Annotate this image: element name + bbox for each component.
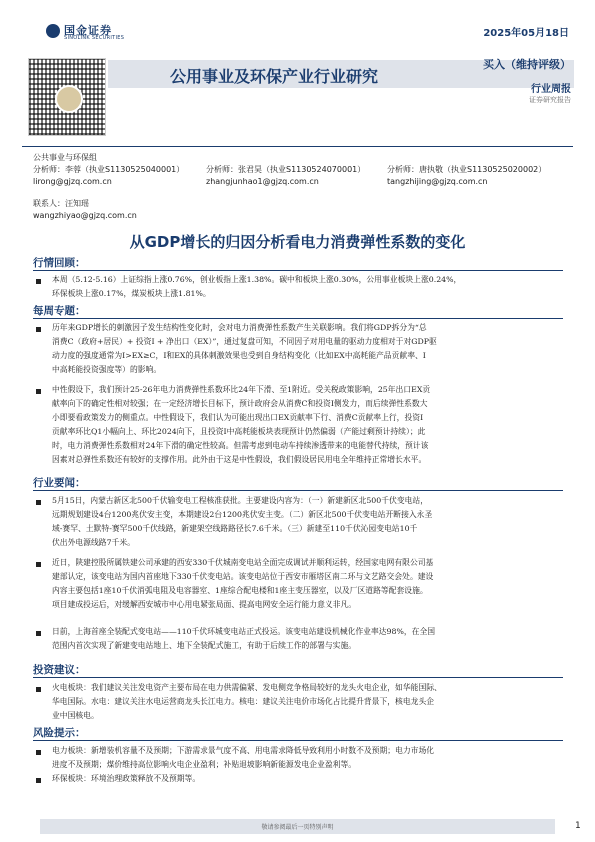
qr-center-logo-icon	[55, 85, 83, 113]
section-divider	[33, 318, 563, 319]
advice-paragraph: 火电板块：我们建议关注发电资产主要布局在电力供需偏紧、发电侧竞争格局较好的龙头火电企业，如华能国际、 华电国际。水电：建议关注水电运营商龙头长江电力。核电：建议关注电价市场化占比提升背景下，核电龙头企 业中国核电。	[52, 683, 442, 720]
bullet-icon	[36, 778, 41, 783]
news-paragraph-2: 近日，陕建控股所属铁建公司承建的西安330千伏城南变电站全面完成调试并顺利运转，经国家电网有限公司基 建部认定，该变电站为国内首座地下330千伏变电站。该变电站位于西安市雁塔区南二环与文艺路交会处。建设 内容主要包括1座10千伏消弧电阻及电容器室、1座综合配电楼和1座主变压器室，以及厂区道路等配套设施。 项目建成投运后，对缓解西安城市中心用电紧张局面、提高电网安全运行能力意义非凡。	[52, 558, 434, 609]
section-divider	[33, 740, 563, 741]
company-name: 国金证券	[64, 24, 112, 37]
risk-paragraph-2: 环保板块：环境治理政策释放不及预期等。	[52, 774, 201, 783]
section-title-topic: 每周专题：	[33, 305, 86, 317]
analyst-1-email[interactable]: lirong@gjzq.com.cn	[33, 177, 112, 186]
bullet-icon	[36, 279, 41, 284]
section-divider	[33, 270, 563, 271]
bullet-icon	[36, 631, 41, 636]
section-divider	[33, 490, 563, 491]
contact-email[interactable]: wangzhiyao@gjzq.com.cn	[33, 211, 137, 220]
section-divider	[33, 677, 563, 678]
section-title-risk: 风险提示：	[33, 727, 86, 739]
news-paragraph-3: 日前，上海首座全装配式变电站——110千伏环城变电站正式投运。该变电站建设机械化作业率达98%，在全国 范围内首次实现了新建变电站地上、地下全装配式施工，有助于后续工作的部署与实施。	[52, 627, 436, 650]
risk-paragraph-1: 电力板块：新增装机容量不及预期；下游需求景气度不高、用电需求降低导致利用小时数不及预期；电力市场化 进度不及预期；煤价维持高位影响火电企业盈利；补贴退坡影响新能源发电企业盈利等。	[52, 746, 435, 769]
section-title-advice: 投资建议：	[33, 664, 86, 676]
report-title: 公用事业及环保产业行业研究	[170, 67, 379, 86]
topic-paragraph-2: 中性假设下，我们预计25-26年电力消费弹性系数环比24年下滑、至1附近。受关税政策影响，25年出口EX贡 献率向下的确定性相对较强；在一定经济增长目标下，预计政府会从消费C和投资I侧发力，而后续弹性系数大 小即要看政策发力的侧重点。中性假设下，我们认为可能出现出口EX贡献率下行、消费C贡献率上行，投资I 贡献率环比Q1小幅向上、环比2024向下，且投资I中高耗能板块表现预计仍然偏弱（产能过剩预计持续）；此 时，电力消费弹性系数相对24年下滑的确定性较高。但需考虑到电动车持续渗透带来的电能替代持续，预计该 因素对总弹性系数还有较好的支撑作用。此外由于这是中性假设，我们假设居民用电全年维持正常增长水平。	[52, 385, 431, 464]
analyst-2: 分析师：张君昊（执业S1130524070001）	[206, 165, 366, 174]
report-date: 2025年05月18日	[483, 28, 569, 39]
report-category: 证券研究报告	[529, 96, 571, 104]
report-headline: 从GDP增长的归因分析看电力消费弹性系数的变化	[129, 233, 466, 251]
review-paragraph: 本周（5.12-5.16）上证综指上涨0.76%，创业板指上涨1.38%。碳中和板块上涨0.30%，公用事业板块上涨0.24%， 环保板块上涨0.17%，煤炭板块上涨1.81%。	[52, 275, 462, 298]
section-title-review: 行情回顾：	[33, 257, 86, 269]
company-name-en: SINOLINK SECURITIES	[64, 35, 125, 41]
bullet-icon	[36, 750, 41, 755]
analyst-3: 分析师：唐执敬（执业S1130525020002）	[387, 165, 547, 174]
report-type: 行业周报	[531, 84, 571, 95]
contact-person: 联系人：汪知瑶	[33, 199, 89, 208]
rating-badge: 买入（维持评级）	[483, 58, 571, 71]
topic-paragraph-1: 历年来GDP增长的刺激因子发生结构性变化时，会对电力消费弹性系数产生关联影响。我们将GDP拆分为“总 消费C（政府+居民）+ 投资I + 净出口（EX）”，通过复盘可知，不同因子对用电量的驱动力度相对于对GDP驱 动力度的强度通常为I>EX≥C，I和EX的具体刺激效果也受到自身结构变化（比如EX中高耗能产品贡献率、I 中高耗能投资强度等）的影响。	[52, 323, 437, 374]
news-paragraph-1: 5月15日，内蒙古新区北500千伏输变电工程核准获批。主要建设内容为：（一）新建新区北500千伏变电站， 远期规划建设4台1200兆伏安主变，本期建设2台1200兆伏安主变。（二）新区北500千伏变电站开断接入永圣 域-赛罕、土默特-赛罕500千伏线路，新建架空线路路径长7.6千米。（三）新建至110千伏沁园变电站10千 伏出外电源线路7千米。	[52, 496, 433, 547]
bullet-icon	[36, 327, 41, 332]
company-logo-icon	[46, 24, 60, 38]
analyst-group: 公共事业与环保组	[33, 153, 97, 162]
bullet-icon	[36, 562, 41, 567]
page-number: 1	[575, 821, 581, 831]
footer-disclaimer[interactable]: 敬请参阅最后一页特别声明	[261, 824, 334, 831]
section-title-news: 行业要闻：	[33, 477, 86, 489]
analyst-2-email[interactable]: zhangjunhao1@gjzq.com.cn	[206, 177, 319, 186]
bullet-icon	[36, 389, 41, 394]
analyst-1: 分析师：李蓉（执业S1130525040001）	[33, 165, 185, 174]
analyst-3-email[interactable]: tangzhijing@gjzq.com.cn	[387, 177, 488, 186]
header-divider	[22, 146, 573, 147]
bullet-icon	[36, 687, 41, 692]
bullet-icon	[36, 500, 41, 505]
